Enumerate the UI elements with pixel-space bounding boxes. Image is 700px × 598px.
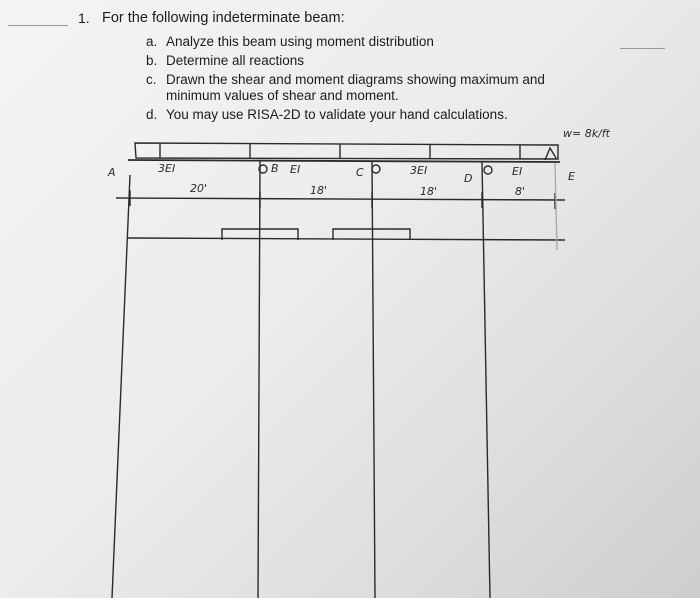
support-label: B	[271, 162, 279, 175]
grid-line-d	[482, 162, 490, 598]
span-stiffness: EI	[290, 163, 301, 176]
support-label: D	[464, 172, 473, 185]
span-length: 18'	[420, 185, 438, 198]
item-text: Analyze this beam using moment distribution	[166, 34, 434, 49]
grid-line-e	[555, 163, 557, 250]
item-text: minimum values of shear and moment.	[166, 88, 399, 103]
item-text: Drawn the shear and moment diagrams showing maximum and	[166, 72, 545, 87]
span-length: 20'	[190, 182, 208, 195]
roller-c-icon	[372, 165, 380, 173]
item-label: c.	[146, 72, 157, 87]
distributed-load	[135, 143, 558, 159]
grid-line-a	[112, 175, 130, 598]
question-title: For the following indeterminate beam:	[102, 10, 345, 26]
item-label: d.	[146, 107, 158, 122]
item-label: b.	[146, 53, 158, 68]
span-length: 18'	[310, 184, 328, 197]
span-length: 8'	[515, 185, 526, 198]
grid-line-c	[372, 162, 375, 598]
question-number: 1.	[78, 10, 90, 26]
span-stiffness: 3EI	[158, 162, 176, 175]
span-stiffness: 3EI	[410, 164, 428, 177]
support-label: E	[568, 170, 575, 183]
span-stiffness: EI	[512, 165, 523, 178]
item-text: Determine all reactions	[166, 53, 305, 68]
load-label: w= 8k/ft	[563, 127, 610, 140]
support-label: C	[356, 166, 364, 179]
grid-line-b	[258, 160, 260, 598]
dimension-line	[116, 198, 565, 200]
load-pointer	[545, 148, 556, 160]
item-label: a.	[146, 34, 158, 49]
beam-line	[128, 160, 560, 162]
support-label: A	[108, 166, 116, 179]
item-text: You may use RISA-2D to validate your hand calculations.	[166, 107, 508, 122]
roller-d-icon	[484, 166, 492, 174]
diagram-baseline	[128, 238, 565, 240]
